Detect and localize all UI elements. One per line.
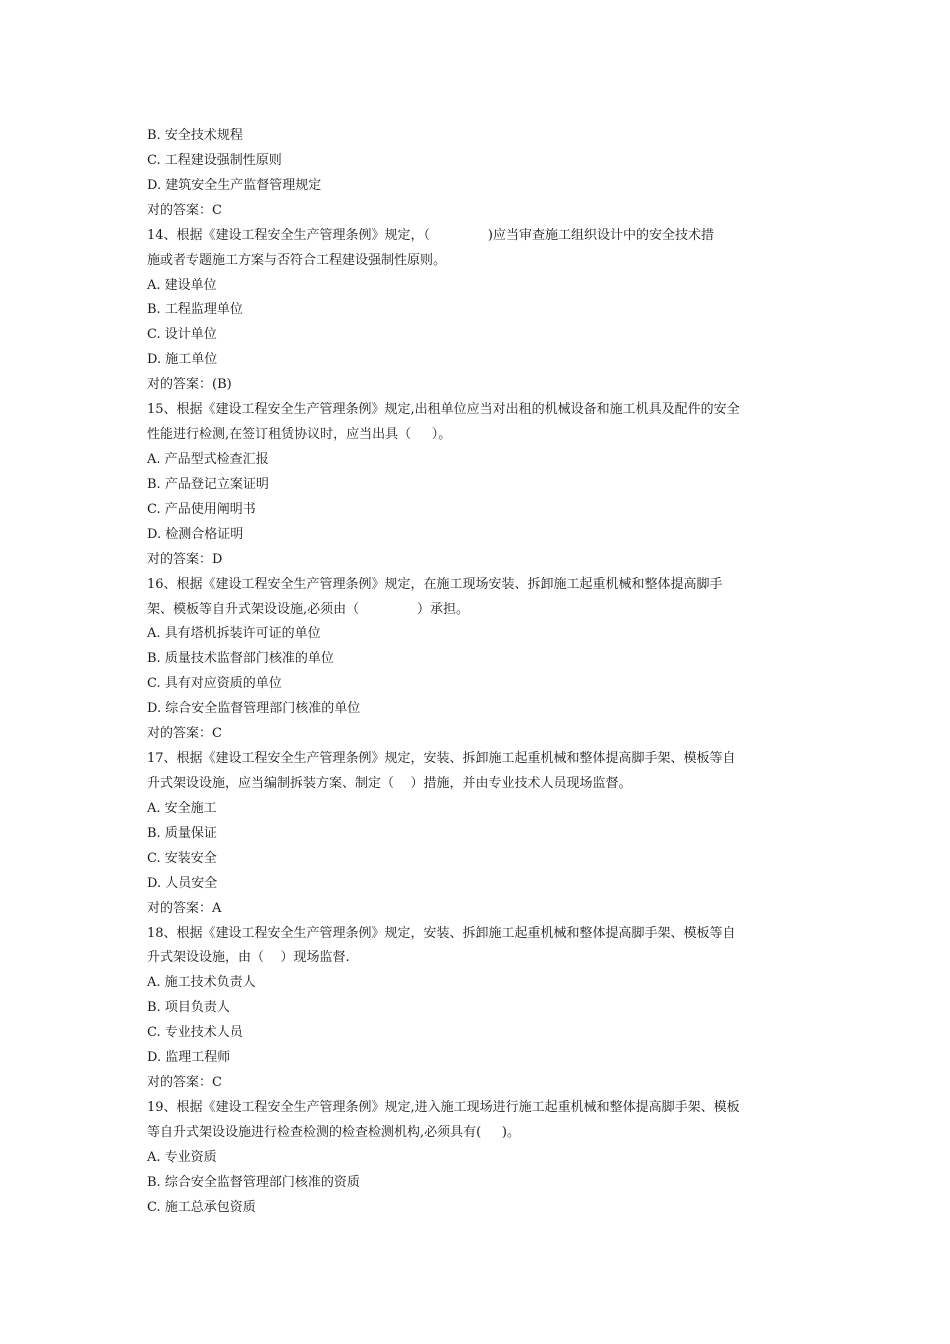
question-text: 升式架设设施，应当编制拆装方案、制定（ ）措施，并由专业技术人员现场监督。 <box>147 775 632 791</box>
answer-option: A. 具有塔机拆装许可证的单位 <box>147 626 321 642</box>
correct-answer: 对的答案：A <box>147 900 222 916</box>
question-text: 等自升式架设设施进行检查检测的检查检测机构,必须具有( )。 <box>147 1124 520 1140</box>
answer-option: D. 建筑安全生产监督管理规定 <box>147 177 322 193</box>
question-text: 性能进行检测,在签订租赁协议时，应当出具（ ）。 <box>147 427 452 443</box>
correct-answer: 对的答案：C <box>147 726 222 742</box>
answer-option: C. 工程建设强制性原则 <box>147 152 282 168</box>
answer-option: C. 安装安全 <box>147 850 217 866</box>
answer-option: C. 施工总承包资质 <box>147 1199 256 1215</box>
answer-option: B. 质量保证 <box>147 825 217 841</box>
answer-option: B. 项目负责人 <box>147 1000 230 1016</box>
answer-option: C. 具有对应资质的单位 <box>147 676 282 692</box>
answer-option: C. 设计单位 <box>147 327 217 343</box>
answer-option: D. 综合安全监督管理部门核准的单位 <box>147 701 361 717</box>
question-text: 升式架设设施，由（ ）现场监督. <box>147 950 350 966</box>
answer-option: B. 综合安全监督管理部门核准的资质 <box>147 1174 360 1190</box>
answer-option: C. 产品使用阐明书 <box>147 501 256 517</box>
correct-answer: 对的答案：C <box>147 1075 222 1091</box>
answer-option: D. 监理工程师 <box>147 1050 231 1066</box>
answer-option: A. 产品型式检查汇报 <box>147 451 269 467</box>
correct-answer: 对的答案：C <box>147 202 222 218</box>
document-body <box>147 124 817 1221</box>
question-text: 15、根据《建设工程安全生产管理条例》规定,出租单位应当对出租的机械设备和施工机具及配件的安全 <box>147 402 740 418</box>
question-text: 施或者专题施工方案与否符合工程建设强制性原则。 <box>147 252 447 268</box>
question-text: 架、模板等自升式架设设施,必须由（ ）承担。 <box>147 601 469 617</box>
answer-option: A. 安全施工 <box>147 800 217 816</box>
answer-option: C. 专业技术人员 <box>147 1025 243 1041</box>
question-text: 16、根据《建设工程安全生产管理条例》规定，在施工现场安装、拆卸施工起重机械和整体提高脚手 <box>147 576 723 592</box>
answer-option: B. 安全技术规程 <box>147 128 243 143</box>
answer-option: A. 专业资质 <box>147 1149 217 1165</box>
question-text: 19、根据《建设工程安全生产管理条例》规定,进入施工现场进行施工起重机械和整体提高脚手架、模板 <box>147 1099 740 1115</box>
answer-option: D. 施工单位 <box>147 352 218 368</box>
answer-option: D. 人员安全 <box>147 875 218 891</box>
answer-option: D. 检测合格证明 <box>147 526 244 542</box>
question-text: 17、根据《建设工程安全生产管理条例》规定，安装、拆卸施工起重机械和整体提高脚手架、模板等自 <box>147 751 736 767</box>
question-text: 18、根据《建设工程安全生产管理条例》规定，安装、拆卸施工起重机械和整体提高脚手架、模板等自 <box>147 925 736 941</box>
correct-answer: 对的答案：(B) <box>147 377 232 393</box>
question-text: 14、根据《建设工程安全生产管理条例》规定，（ )应当审查施工组织设计中的安全技术措 <box>147 227 714 243</box>
correct-answer: 对的答案：D <box>147 551 223 567</box>
answer-option: B. 工程监理单位 <box>147 302 243 318</box>
answer-option: B. 产品登记立案证明 <box>147 476 269 492</box>
answer-option: B. 质量技术监督部门核准的单位 <box>147 651 334 667</box>
answer-option: A. 施工技术负责人 <box>147 975 256 991</box>
answer-option: A. 建设单位 <box>147 277 217 293</box>
